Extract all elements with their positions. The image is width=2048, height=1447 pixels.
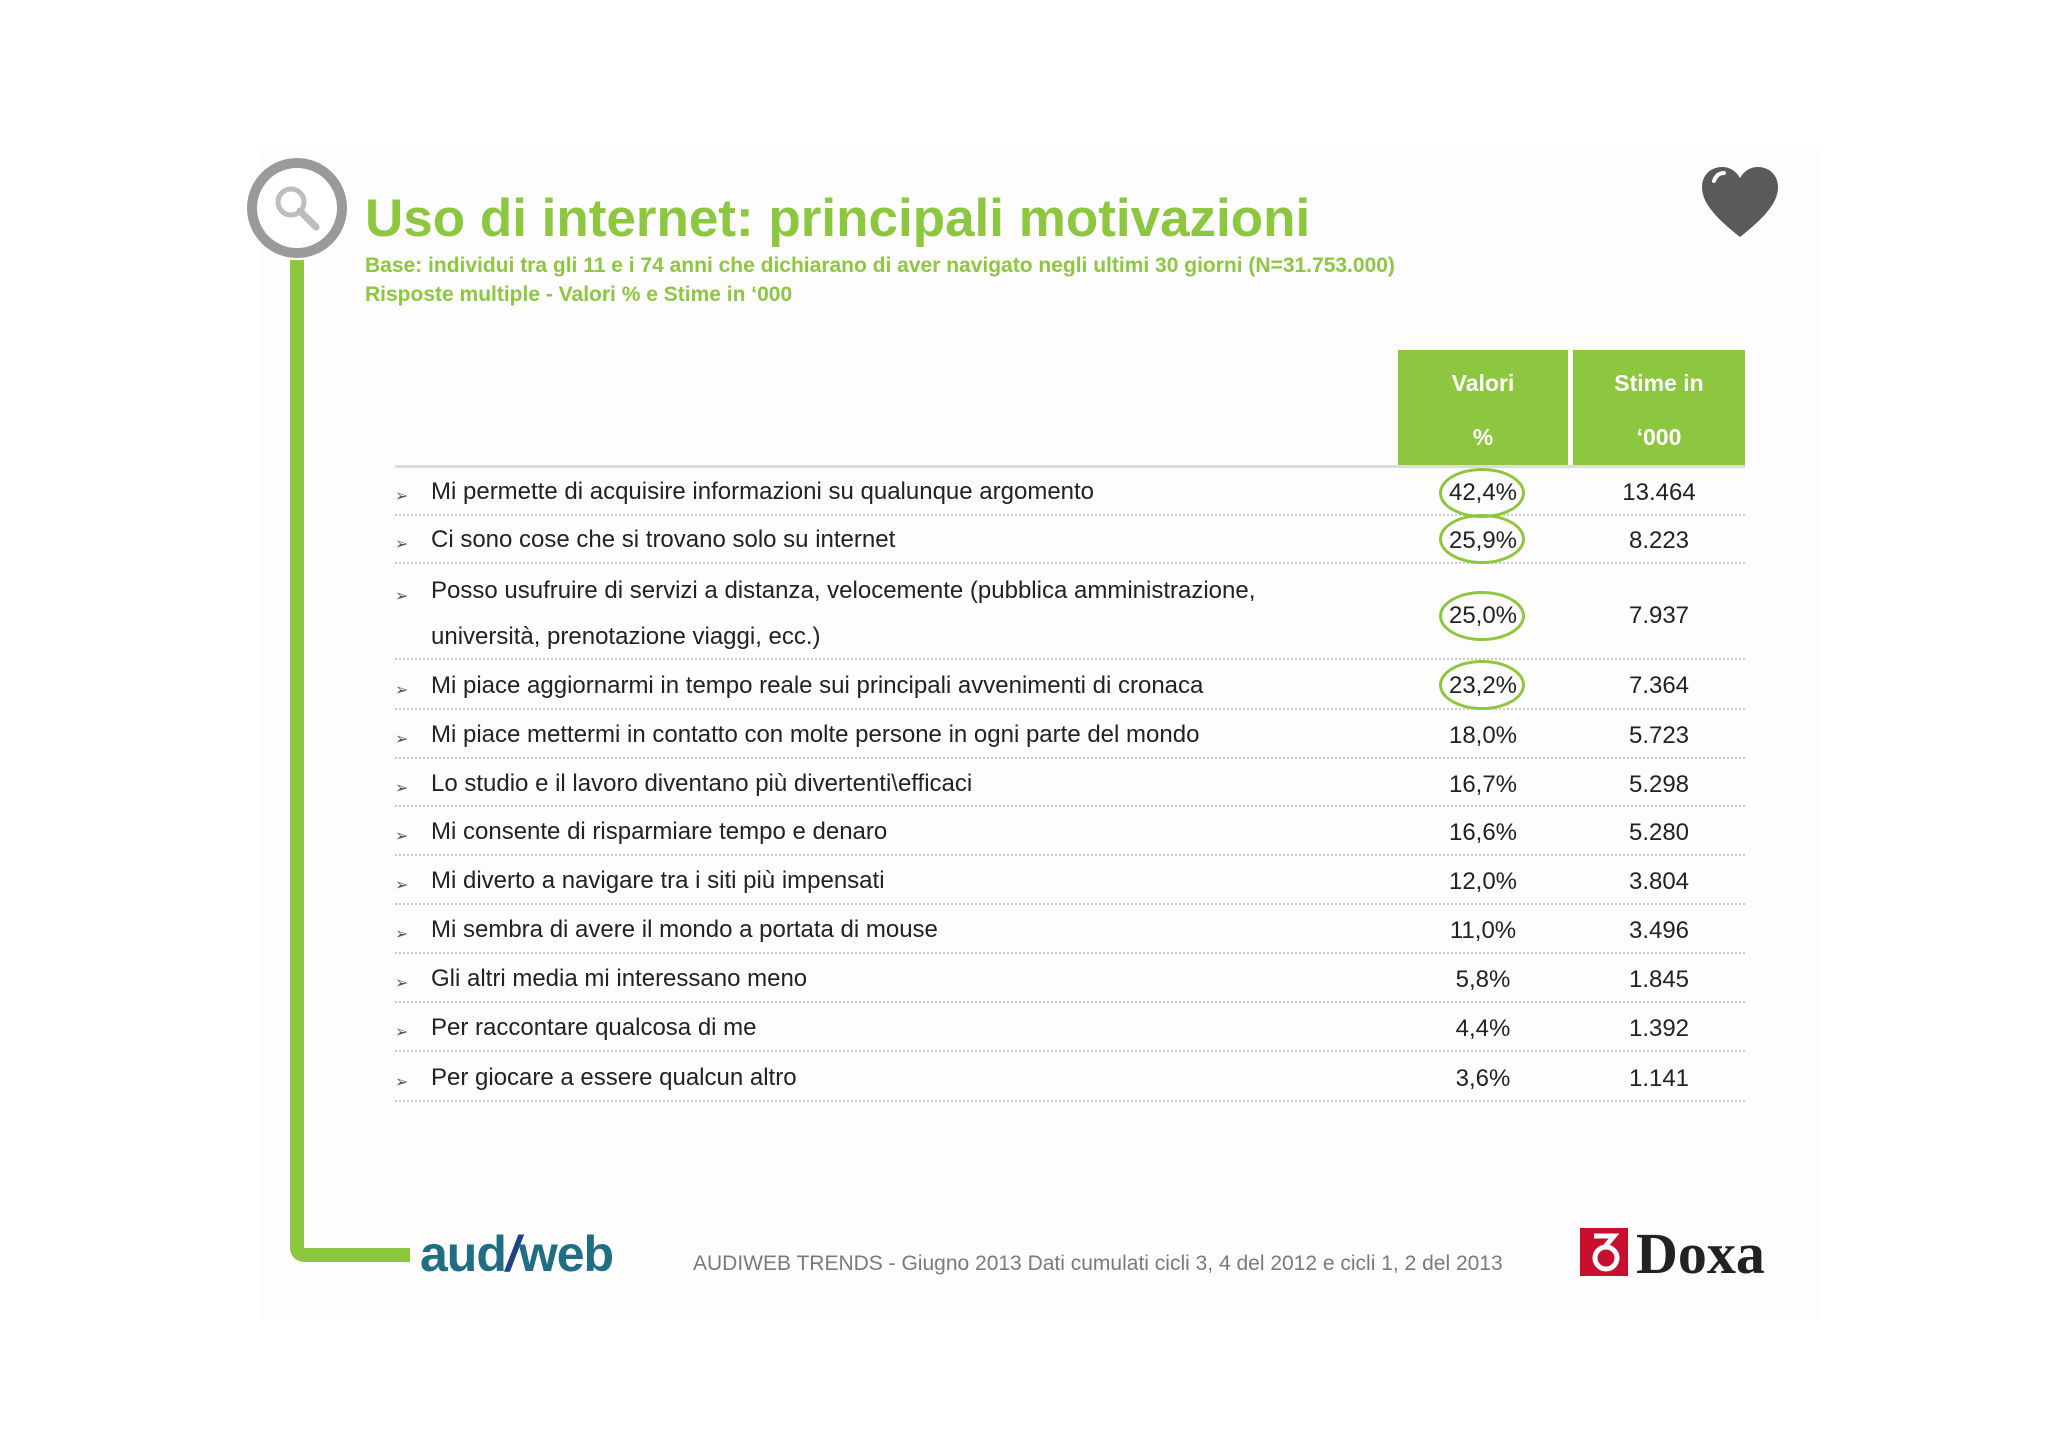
row-pct: 5,8% [1455,966,1511,993]
chevron-bullet-icon: ➢ [395,1074,409,1091]
row-stima: 3.804 [1628,868,1690,895]
chevron-bullet-icon: ➢ [395,588,409,605]
audiweb-logo [420,1225,613,1283]
chevron-bullet-icon: ➢ [395,1024,409,1041]
row-label: Mi piace aggiornarmi in tempo reale sui principali avvenimenti di cronaca [431,672,1204,699]
row-label: Mi consente di risparmiare tempo e denaro [431,818,888,845]
row-label: Mi piace mettermi in contatto con molte persone in ogni parte del mondo [431,721,1200,748]
chevron-bullet-icon: ➢ [395,536,409,553]
row-stima: 7.937 [1628,602,1690,629]
table-row [395,468,1745,516]
table-row [395,516,1745,564]
chevron-bullet-icon: ➢ [395,731,409,748]
row-pct: 4,4% [1455,1015,1511,1042]
row-label: Per raccontare qualcosa di me [431,1014,757,1041]
row-stima: 7.364 [1628,672,1690,699]
row-label: Per giocare a essere qualcun altro [431,1064,797,1091]
row-pct: 12,0% [1448,868,1518,895]
row-label: Mi permette di acquisire informazioni su qualunque argomento [431,478,1095,505]
header-stime-line2: ‘000 [1636,424,1682,450]
row-label: Lo studio e il lavoro diventano più divertenti\efficaci [431,770,973,797]
header-valori [1398,350,1568,465]
row-stima: 1.392 [1628,1015,1690,1042]
magnifier-icon [247,158,347,258]
table-row [395,710,1745,759]
row-pct: 18,0% [1448,722,1518,749]
row-stima: 1.141 [1628,1065,1690,1092]
table-row [395,807,1745,856]
audiweb-logo-part2: web [518,1226,614,1282]
chevron-bullet-icon: ➢ [395,780,409,797]
row-label: Mi diverto a navigare tra i siti più impensati [431,867,885,894]
row-label-line1: Posso usufruire di servizi a distanza, velocemente (pubblica amministrazione, [431,577,1256,604]
header-stime-line1: Stime in [1614,370,1704,396]
table-row [395,856,1745,905]
row-pct: 16,6% [1448,819,1518,846]
row-label: Mi sembra di avere il mondo a portata di mouse [431,916,938,943]
table-row [395,954,1745,1003]
timeline-line [290,260,304,1260]
chevron-bullet-icon: ➢ [395,682,409,699]
row-stima: 13.464 [1622,479,1696,506]
heart-icon [1700,165,1780,245]
row-stima: 3.496 [1628,917,1690,944]
header-stime [1573,350,1745,465]
row-stima: 5.280 [1628,819,1690,846]
row-pct: 42,4% [1448,479,1518,506]
row-stima: 5.723 [1628,722,1690,749]
table-row [395,1052,1745,1102]
doxa-logo-text: Doxa [1636,1221,1765,1286]
chevron-bullet-icon: ➢ [395,828,409,845]
row-pct: 3,6% [1455,1065,1511,1092]
header-valori-line1: Valori [1451,370,1515,396]
table-row [395,759,1745,807]
doxa-mark-icon [1580,1228,1628,1276]
chevron-bullet-icon: ➢ [395,975,409,992]
row-pct: 11,0% [1449,917,1517,944]
chevron-bullet-icon: ➢ [395,877,409,894]
row-pct: 23,2% [1448,672,1518,699]
row-label-line2: università, prenotazione viaggi, ecc.) [431,623,821,650]
row-stima: 8.223 [1628,527,1690,554]
table-row [395,1003,1745,1052]
table-row [395,660,1745,710]
row-label: Gli altri media mi interessano meno [431,965,808,992]
row-stima: 5.298 [1628,771,1690,798]
table-row [395,905,1745,954]
timeline-foot [290,1248,410,1262]
row-pct: 16,7% [1448,771,1518,798]
row-label: Ci sono cose che si trovano solo su internet [431,526,896,553]
footer-source-note: AUDIWEB TRENDS - Giugno 2013 Dati cumulati cicli 3, 4 del 2012 e cicli 1, 2 del 2013 [693,1252,1503,1275]
chevron-bullet-icon: ➢ [395,488,409,505]
chevron-bullet-icon: ➢ [395,926,409,943]
table-row [395,564,1745,660]
subtitle-note: Risposte multiple - Valori % e Stime in ‘000 [365,283,793,306]
row-pct: 25,9% [1448,527,1518,554]
header-valori-line2: % [1472,424,1494,450]
audiweb-logo-slash: / [505,1226,519,1282]
subtitle-base: Base: individui tra gli 11 e i 74 anni che dichiarano di aver navigato negli ultimi 30 giorni (N=31.753.000) [365,254,1395,277]
page-title: Uso di internet: principali motivazioni [365,189,1311,248]
row-pct: 25,0% [1448,602,1518,629]
row-stima: 1.845 [1628,966,1690,993]
audiweb-logo-part1: aud [420,1226,506,1282]
